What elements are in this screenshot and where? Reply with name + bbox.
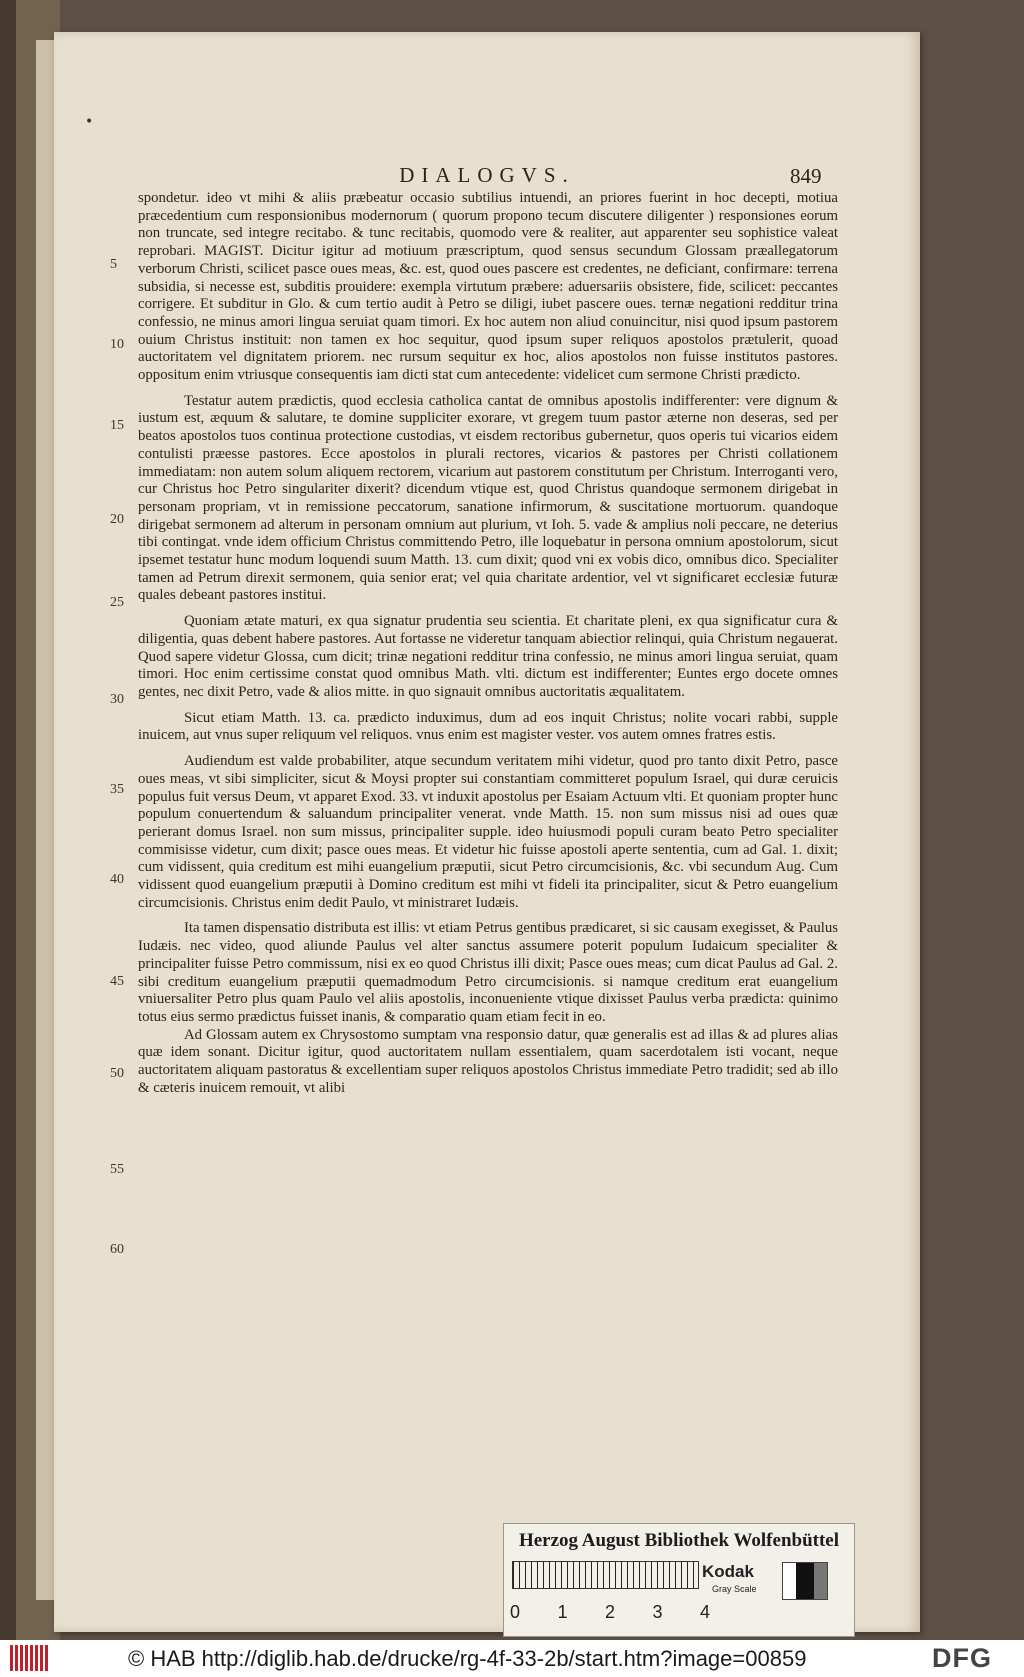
paragraph: spondetur. ideo vt mihi & aliis præbeatur occasio subtilius intuendi, an priores fuerint in hoc decepti, motiua præcedentium cum responsionibus modernorum ( quorum propono tecum discutere diligenter ) responsiones eorum non truncate, sed integre recitabo. & tunc recitabis, quomodo vere & realiter, aut apparenter seu sophistice valeat reprobari. MAGIST. Dicitur igitur ad motiuum præscriptum, quod sensus secundum Glossam præallegatorum verborum Christi, scilicet pasce oues meas, &c. est, quod oues pascere est credentes, ne deficiant, confirmare: terrena subsidia, si necesse est, subditis prouidere: exempla virtutum præbere: aduersariis obsistere, fide, scilicet: peccantes corrigere. Et subditur in Glo. & cum tertio audit à Petro se diligi, iubet pascere oues. ternæ negationi redditur trina confessio, ne minus amori lingua seruiat quam timori. Ex hoc autem non aliud conuincitur, nisi quod ipsum pastorem ouium Christus instituit: non tamen ex hoc sequitur, quod ipsum super reliquos apostolos prætulerit, quoad auctoritatem vel dignitatem priorem. nec rursum sequitur ex hoc, alios apostolos non fuisse institutos pastores. oppositum enim vtriusque consequentis iam dicti stat cum antecedente: videlicet cum sermone Christi prædicto. — [138, 190, 838, 384]
dfg-logo: DFG — [932, 1643, 992, 1673]
barcode-icon — [10, 1645, 48, 1671]
scale-number: 3 — [652, 1602, 663, 1622]
library-name: Herzog August Bibliothek Wolfenbüttel — [518, 1530, 840, 1551]
gray-scale-patch — [782, 1562, 828, 1600]
page-number: 849 — [790, 164, 822, 188]
gray-scale-label: Gray Scale — [712, 1584, 757, 1594]
book-spine — [0, 0, 16, 1640]
line-number: 50 — [110, 1066, 124, 1081]
line-number: 55 — [110, 1162, 124, 1177]
scale-numbers — [510, 1602, 710, 1623]
line-number: 60 — [110, 1242, 124, 1257]
line-number: 40 — [110, 872, 124, 887]
line-number: 45 — [110, 974, 124, 989]
kodak-label: Kodak — [702, 1562, 754, 1581]
line-number: 35 — [110, 782, 124, 797]
source-url[interactable]: © HAB http://diglib.hab.de/drucke/rg-4f-33-2b/start.htm?image=00859 — [128, 1646, 807, 1671]
paragraph: Quoniam ætate maturi, ex qua signatur prudentia seu scientia. Et charitate pleni, ex qua significatur cura & diligentia, quas debent habere pastores. Aut fortasse ne videretur tanquam abiectior relinqui, quia Christum negauerat. Quod sapere videtur Glossa, cum dicit; trinæ negationi redditur trina confessio, ne minus amori lingua seruiat, quam timori. Hoc enim certissime constat quod omnibus Math. vlti. dictum est indifferenter; Euntes ergo docete omnes gentes, nec dixit Petro, vade & alios mitte. in quo signauit omnibus auctoritatis æqualitatem. — [138, 613, 838, 700]
line-number: 5 — [110, 257, 117, 272]
line-number: 20 — [110, 512, 124, 527]
ruler-scale — [512, 1561, 699, 1589]
book-page — [54, 32, 920, 1632]
scale-number: 4 — [699, 1602, 710, 1622]
line-number: 15 — [110, 418, 124, 433]
footer-bar — [0, 1640, 1024, 1677]
scale-number: 2 — [604, 1602, 615, 1622]
paragraph: Sicut etiam Matth. 13. ca. prædicto induximus, dum ad eos inquit Christus; nolite vocari rabbi, supple inuicem, aut vnus super reliquum vel reliquos. vnus enim est magister vester. vos autem omnes fratres estis. — [138, 709, 838, 744]
running-head: DIALOGVS. — [399, 163, 575, 187]
paragraph: Ita tamen dispensatio distributa est illis: vt etiam Petrus gentibus prædicaret, si sic causam exegisset, & Paulus Iudæis. nec video, quod aliunde Paulus vel alter sanctus assumere poterit populum Iudaicum specialiter & principaliter fuisse Petro commissum, nisi ex eo quod Christus illi dixit; Pasce oues meas; cum dicat Paulus ad Gal. 2. sibi creditum euangelium præputii quemadmodum Petro circumcisionis. si namque creditum erat euangelium vniuersaliter Petro plus quam Paulo vel aliis apostolis, inconueniente vtique dixisset Paulus verba prædicta: quinimo totus eius sermo prædictus fuisset inanis, & comparatio quam etiam fecit in eo. — [138, 920, 838, 1025]
line-number: 30 — [110, 692, 124, 707]
scale-number: 1 — [557, 1602, 568, 1622]
paragraph: Testatur autem prædictis, quod ecclesia catholica cantat de omnibus apostolis indifferenter: vere dignum & iustum est, æquum & salutare, te domine suppliciter exorare, vt gregem tuum pastor æterne non deseras, sed per beatos apostolos tuos continua protectione custodias, vt eisdem rectoribus gubernetur, quos operis tui vicarios eidem contulisti præesse pastores. Ecce apostolos in plurali rectores, vicarios & pastores per Christi collationem immediatam: non autem solum aliquem rectorem, vicarium aut pastorem constitutum per Christum. Interroganti vero, cur Christus hoc Petro singulariter dixerit? dicendum vtique est, quod Christus quandoque sermonem dirigebat in personam propriam, vt in remissione peccatorum, sanatione infirmorum, & suscitatione mortuorum. quandoque dirigebat sermonem ad alterum in personam omnium aut plurium, vt Ioh. 5. vade & amplius noli peccare, ne deterius tibi contingat. vnde idem officium Christus committendo Petro, ille loquebatur in persona omnium apostolorum, sicut ipsemet testatur hunc modum loquendi suum Matth. 13. cum dixit; quod vni ex vobis dico, omnibus dico. Specialiter tamen ad Petrum direxit sermonem, quia senior erat; vel quia charitate ardentior, vel vt significaret ecclesiæ futuræ quales debeant pastores institui. — [138, 392, 838, 604]
line-number: 25 — [110, 595, 124, 610]
scale-number: 0 — [510, 1602, 521, 1622]
ink-mark: • — [85, 114, 94, 130]
library-color-card — [503, 1523, 855, 1637]
paragraph: Audiendum est valde probabiliter, atque secundum veritatem mihi videtur, quod pro tanto dixit Petro, pasce oues meas, vt sibi simpliciter, sicut & Moysi propter sui constantiam committeret populum Israel, qui duræ ceruicis populus fuit versus Deum, vt apparet Exod. 33. vt induxit apostolus per Esaiam Actuum vlti. Et quoniam propter hunc populum conuertendum & saluandum principaliter venerat. vnde Matth. 15. non sum missus nisi ad oues quæ perierant domus Israel. non sum missus, principaliter supple. ideo huiusmodi populi curam beato Petro specialiter commisisse videtur, cum dixit; pasce oues meas. Et videtur hic fuisse apostoli aperte sententia, cum ad Gal. 1. dixit; cum vidissent, quia creditum est mihi euangelium præputii, sicut Petro circumcisionis, &c. vbi secundum Aug. Cum vidissent quod euangelium præputii à Domino creditum est mihi vt fideli ita principaliter, sicut & Petro euangelium circumcisionis. Christus enim dedit Paulo, vt ministraret Iudæis. — [138, 753, 838, 911]
page-text — [138, 190, 838, 1097]
line-number: 10 — [110, 337, 124, 352]
paragraph: Ad Glossam autem ex Chrysostomo sumptam vna responsio datur, quæ generalis est ad illas & ad plures alias quæ idem sonant. Dicitur igitur, quod auctoritatem nullam essentialem, quam sacerdotalem isti vocant, neque auctoritatem aliquam pastoratus & excellentiam super reliquos apostolos Christus immediate Petro tradidit; sed ab illo & cæteris inuicem remouit, vt alibi — [138, 1026, 838, 1096]
